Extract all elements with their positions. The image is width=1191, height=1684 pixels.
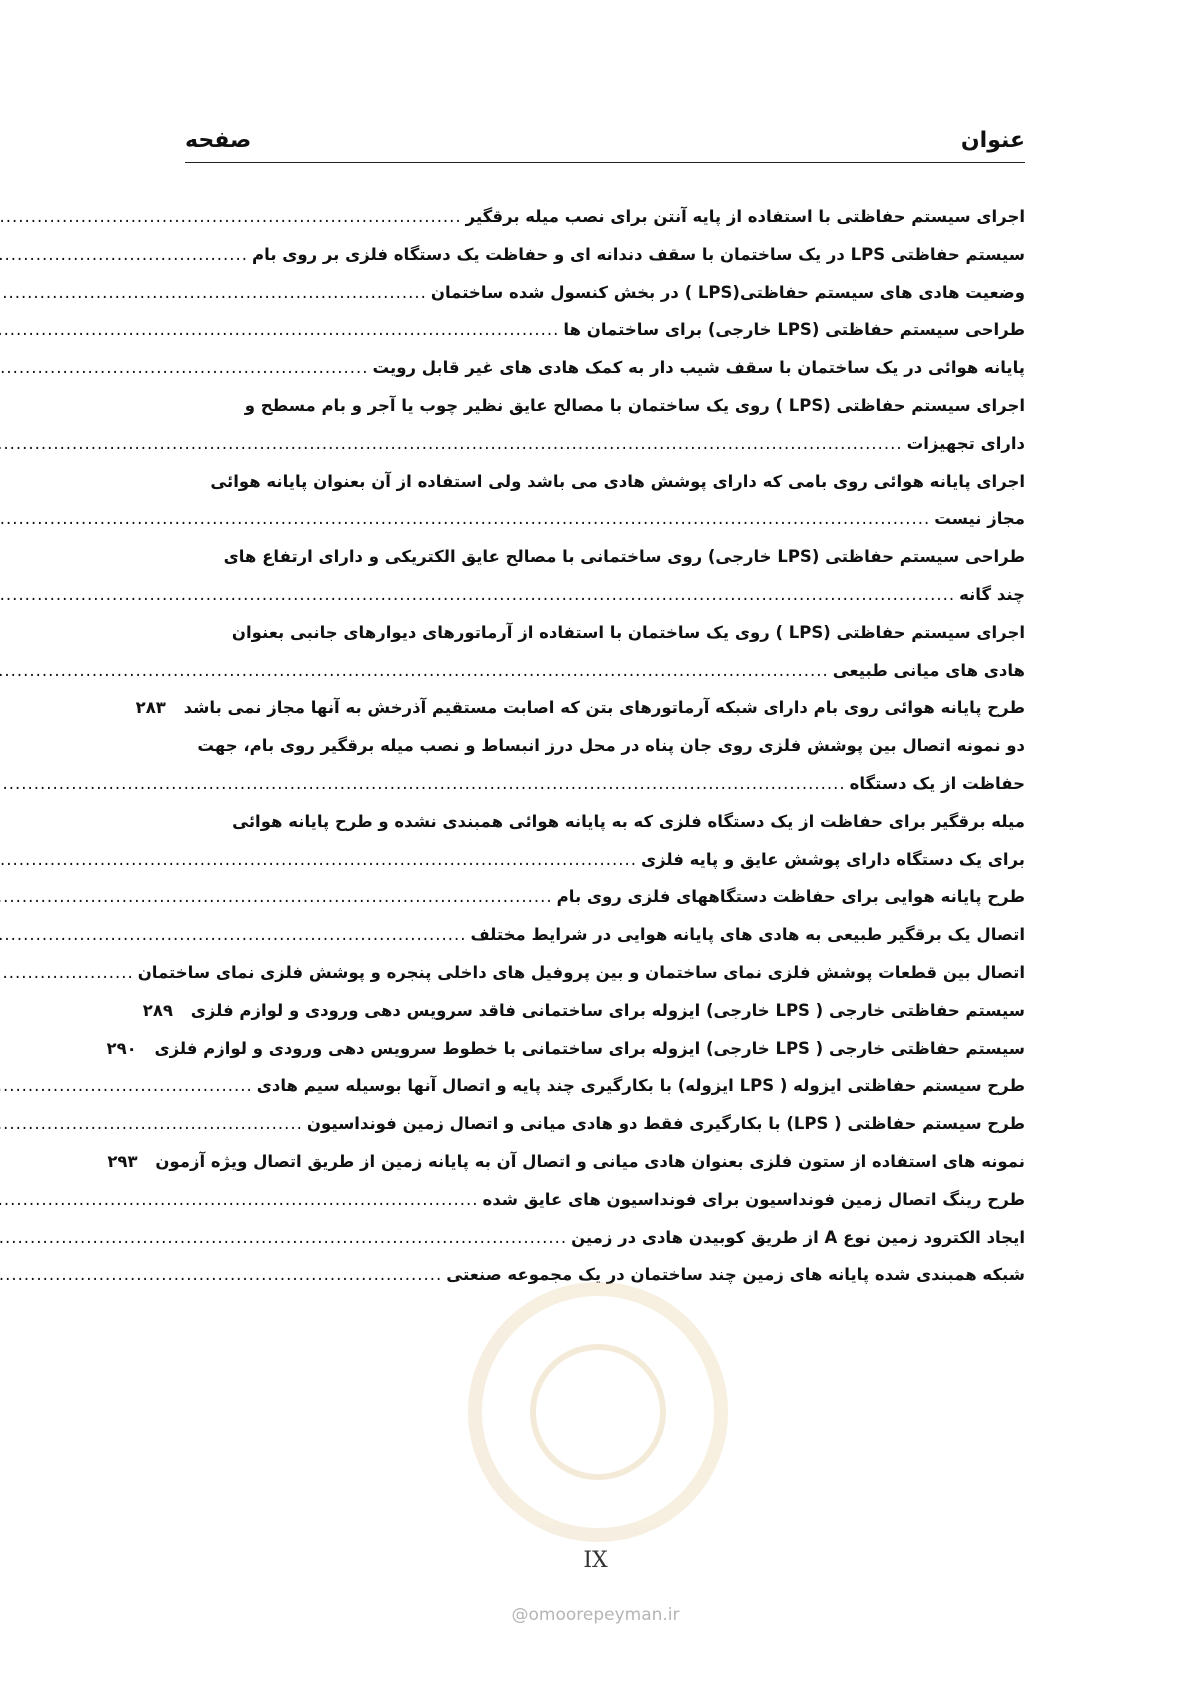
leader-dots [0,878,553,916]
toc-entry-text: هادی های میانی طبیعی [832,660,1025,680]
toc-entry [137,954,1025,992]
toc-entry-text: اجرای سیستم حفاظتی (LPS ) روی یک ساختمان با مصالح عایق نظیر چوب یا آجر و بام مسطح و [244,395,1025,415]
leader-dots [0,500,930,538]
toc-entry [185,425,1025,463]
toc-entry [142,992,1025,1030]
toc-entry [185,841,1025,879]
toc-entry [185,349,1025,387]
toc-entry-text: طراحی سیستم حفاظتی (LPS خارجی) روی ساختمانی با مصالح عایق الکتریکی و دارای ارتفاع های [223,547,1025,567]
seal-inner-ring [530,1344,666,1480]
page-column-heading: صفحه [185,128,252,153]
leader-dots [0,1256,442,1294]
toc-entry-text: نمونه های استفاده از ستون فلزی بعنوان هادی میانی و اتصال آن به پایانه زمین از طریق اتصال ویژه آزمون [155,1151,1025,1171]
toc-entry [185,1181,1025,1219]
toc-header [185,128,1025,163]
toc-entry-text: طرح پایانه هوایی برای حفاظت دستگاههای فلزی روی بام [556,887,1025,907]
toc-entry-text: میله برقگیر برای حفاظت از یک دستگاه فلزی که به پایانه هوائی همبندی نشده و طرح پایانه هوائی [232,811,1025,831]
toc-entry-text: دو نمونه اتصال بین پوشش فلزی روی جان پناه در محل درز انبساط و نصب میله برقگیر روی بام، جهت [197,736,1025,756]
toc-entry [106,1030,1025,1068]
site-watermark: @omoorepeyman.ir [511,1605,680,1625]
toc-entry-text: سیستم حفاظتی خارجی ( LPS خارجی) ایزوله برای ساختمانی با خطوط سرویس دهی ورودی و لوازم فلزی [154,1038,1025,1058]
leader-dots [0,1181,478,1219]
publisher-seal-watermark [468,1282,728,1542]
leader-dots [0,841,637,879]
toc-entry-page: ۲۹۳ [107,1151,138,1171]
leader-dots [0,916,467,954]
toc-entry-continued [185,803,1025,841]
toc-entry [185,1105,1025,1143]
toc-entry-page: ۲۸۳ [135,698,166,718]
toc-entry-text: حفاظت از یک دستگاه [849,773,1025,793]
toc-entry-text: سیستم حفاظتی LPS در یک ساختمان با سقف دندانه ای و حفاظت یک دستگاه فلزی بر روی بام [252,244,1025,264]
toc-entry-continued [185,463,1025,501]
leader-dots [0,954,134,992]
toc-entry-text: سیستم حفاظتی خارجی ( LPS خارجی) ایزوله برای ساختمانی فاقد سرویس دهی ورودی و لوازم فلزی [190,1000,1025,1020]
toc-entry-text: پایانه هوائی در یک ساختمان با سقف شیب دار به کمک هادی های غیر قابل رویت [372,358,1025,378]
toc-entry-continued [185,614,1025,652]
leader-dots [0,349,369,387]
leader-dots [0,311,559,349]
toc-entry [185,274,1025,312]
toc-entry-text: طرح پایانه هوائی روی بام دارای شبکه آرماتورهای بتن که اصابت مستقیم آذرخش به آنها مجاز نمی باشد [183,698,1025,718]
toc-entry [185,311,1025,349]
toc-entry-text: اتصال یک برقگیر طبیعی به هادی های پایانه هوایی در شرایط مختلف [470,925,1025,945]
toc-entry-text: ایجاد الکترود زمین نوع A از طریق کوبیدن هادی در زمین [571,1227,1025,1247]
toc-entry [135,689,1025,727]
toc-entry [185,878,1025,916]
leader-dots [0,1067,253,1105]
leader-dots [0,425,903,463]
toc-entry-page: ۲۹۰ [106,1038,137,1058]
toc-entry-text: شبکه همبندی شده پایانه های زمین چند ساختمان در یک مجموعه صنعتی [446,1265,1025,1285]
toc-entry-text: دارای تجهیزات [906,433,1025,453]
toc-entry-text: طرح سیستم حفاظتی ( LPS) با بکارگیری فقط دو هادی میانی و اتصال زمین فونداسیون [306,1114,1025,1134]
toc-entry-continued [185,538,1025,576]
leader-dots [0,198,462,236]
toc-entry [185,916,1025,954]
toc-entry [185,765,1025,803]
page-number: IX [583,1548,608,1573]
toc-entry-text: اجرای سیستم حفاظتی (LPS ) روی یک ساختمان با استفاده از آرماتورهای دیوارهای جانبی بعنوان [231,622,1025,642]
toc-entry [185,576,1025,614]
toc-entry [185,198,1025,236]
toc-entry-page: ۲۸۹ [142,1000,173,1020]
leader-dots [0,765,846,803]
toc-entry-text: طرح سیستم حفاظتی ایزوله ( LPS ایزوله) با بکارگیری چند پایه و اتصال آنها بوسیله سیم هادی [256,1076,1025,1096]
title-column-heading: عنوان [960,128,1025,153]
toc-entry-continued [185,727,1025,765]
leader-dots [0,576,955,614]
toc-entry-text: وضعیت هادی های سیستم حفاظتی(LPS ) در بخش کنسول شده ساختمان [430,282,1025,302]
toc-entry [185,500,1025,538]
table-of-contents [106,198,1025,1294]
leader-dots [0,1105,303,1143]
leader-dots [0,652,829,690]
leader-dots [0,274,427,312]
toc-entry-text: برای یک دستگاه دارای پوشش عایق و پایه فلزی [640,849,1025,869]
toc-entry-text: طراحی سیستم حفاظتی (LPS خارجی) برای ساختمان ها [563,320,1025,340]
toc-entry [185,236,1025,274]
toc-entry [185,1067,1025,1105]
toc-entry [107,1143,1025,1181]
leader-dots [0,236,248,274]
leader-dots [0,1219,567,1257]
toc-entry [185,1219,1025,1257]
toc-entry-text: اتصال بین قطعات پوشش فلزی نمای ساختمان و بین پروفیل های داخلی پنجره و پوشش فلزی نمای ساختمان [137,962,1025,982]
toc-entry [185,652,1025,690]
toc-entry-continued [185,387,1025,425]
toc-entry-text: مجاز نیست [934,509,1025,529]
toc-entry-text: طرح رینگ اتصال زمین فونداسیون برای فونداسیون های عایق شده [482,1189,1025,1209]
toc-entry-text: چند گانه [959,584,1025,604]
toc-entry-text: اجرای سیستم حفاظتی با استفاده از پایه آنتن برای نصب میله برقگیر [465,207,1025,226]
toc-entry-text: اجرای پایانه هوائی روی بامی که دارای پوشش هادی می باشد ولی استفاده از آن بعنوان پایانه هوائی [210,471,1025,491]
